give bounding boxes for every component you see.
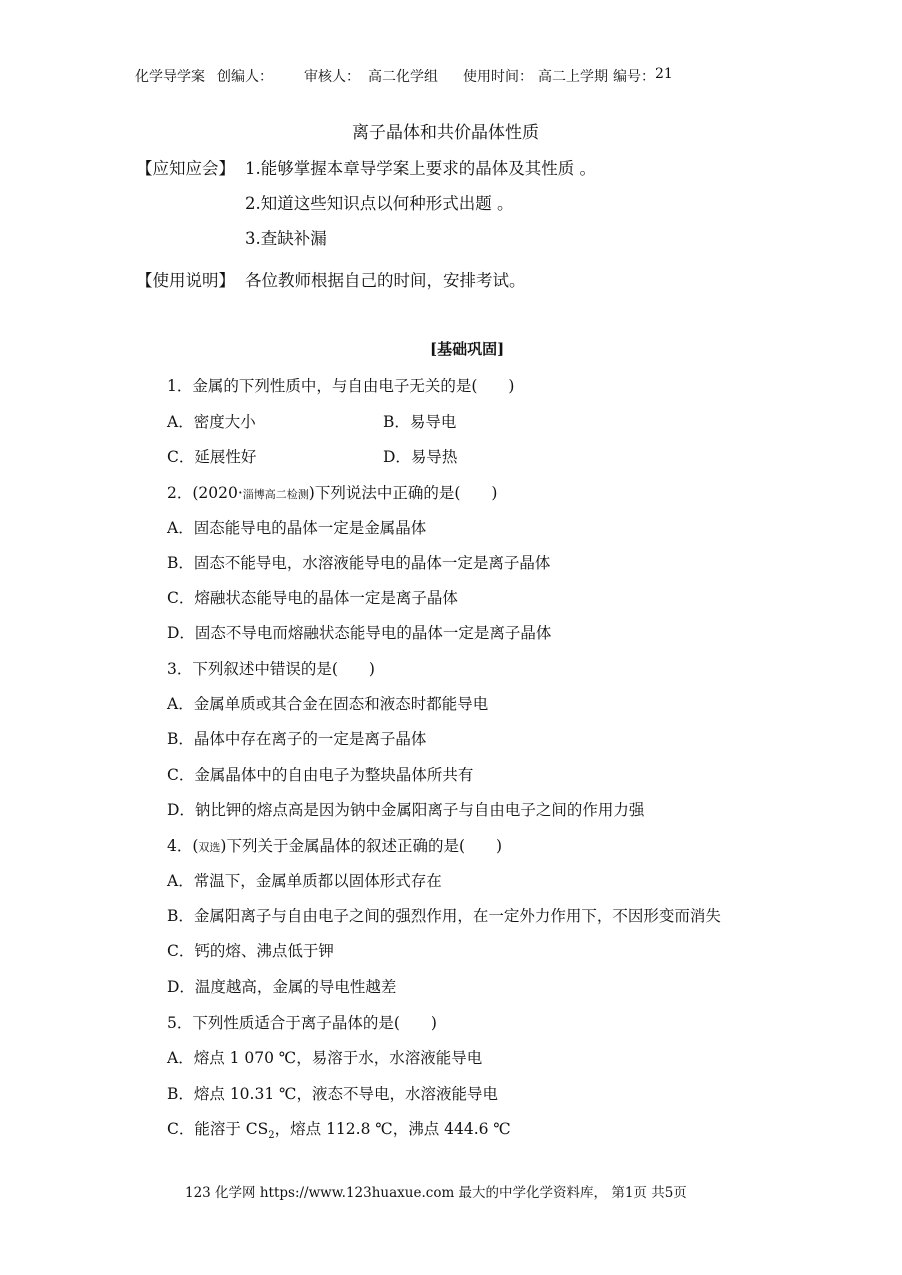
question-2-stem-suffix: )下列说法中正确的是( ) xyxy=(308,484,498,502)
question-3-option-b: B．晶体中存在离子的一定是离子晶体 xyxy=(167,730,427,748)
question-4-source: 双选 xyxy=(198,841,221,854)
question-5-option-b: B．熔点 10.31 ℃，液态不导电，水溶液能导电 xyxy=(167,1085,498,1103)
header-time-label: 使用时间： xyxy=(463,69,533,85)
page-footer: 123 化学网 https://www.123huaxue.com 最大的中学化学资料库， 第1页 共5页 xyxy=(185,1185,687,1201)
question-5-option-a: A．熔点 1 070 ℃，易溶于水，水溶液能导电 xyxy=(167,1049,483,1067)
question-4-option-c: C．钙的熔、沸点低于钾 xyxy=(167,942,334,960)
question-1-option-d: D．易导热 xyxy=(383,448,458,466)
question-5-option-c-sub: 2 xyxy=(268,1130,275,1142)
question-2-option-b: B．固态不能导电，水溶液能导电的晶体一定是离子晶体 xyxy=(167,554,551,572)
question-4-option-a: A．常温下，金属单质都以固体形式存在 xyxy=(167,872,442,890)
question-3-option-c: C．金属晶体中的自由电子为整块晶体所共有 xyxy=(167,766,474,784)
question-2-option-d: D．固态不导电而熔融状态能导电的晶体一定是离子晶体 xyxy=(167,624,552,642)
question-4-stem xyxy=(167,834,502,856)
section-title: [基础巩固] xyxy=(430,340,505,358)
header-subject: 化学导学案 xyxy=(135,69,205,85)
question-5-option-c-prefix: C．能溶于 CS xyxy=(167,1120,269,1138)
question-5-stem: 5．下列性质适合于离子晶体的是( ) xyxy=(167,1014,437,1032)
question-2-option-c: C．熔融状态能导电的晶体一定是离子晶体 xyxy=(167,589,458,607)
page-title: 离子晶体和共价晶体性质 xyxy=(352,123,539,143)
header-time: 高二上学期 xyxy=(538,69,608,85)
usage-text: 各位教师根据自己的时间，安排考试。 xyxy=(245,271,526,290)
intro-item-1: 1.能够掌握本章导学案上要求的晶体及其性质 。 xyxy=(245,159,596,178)
question-2-stem xyxy=(167,481,497,503)
question-1-option-a: A．密度大小 xyxy=(167,413,256,431)
question-1-stem: 1．金属的下列性质中，与自由电子无关的是( ) xyxy=(167,377,515,395)
usage-tag: 【使用说明】 xyxy=(136,271,235,290)
question-5-option-c xyxy=(167,1117,511,1141)
question-4-stem-suffix: )下列关于金属晶体的叙述正确的是( ) xyxy=(220,837,503,855)
yingzhi-tag: 【应知应会】 xyxy=(136,159,235,178)
header-reviewer-label: 审核人： xyxy=(304,69,360,85)
question-3-option-a: A．金属单质或其合金在固态和液态时都能导电 xyxy=(167,695,489,713)
question-2-stem-prefix: 2．(2020· xyxy=(167,484,243,502)
question-3-option-d: D．钠比钾的熔点高是因为钠中金属阳离子与自由电子之间的作用力强 xyxy=(167,801,645,819)
header-reviewer: 高二化学组 xyxy=(368,69,438,85)
question-2-option-a: A．固态能导电的晶体一定是金属晶体 xyxy=(167,519,427,537)
header-number: 21 xyxy=(655,66,673,82)
intro-item-3: 3.查缺补漏 xyxy=(245,229,327,248)
question-4-option-d: D．温度越高，金属的导电性越差 xyxy=(167,978,397,996)
question-1-option-b: B．易导电 xyxy=(383,413,457,431)
question-5-option-c-suffix: ，熔点 112.8 ℃，沸点 444.6 ℃ xyxy=(274,1120,511,1138)
question-4-option-b: B．金属阳离子与自由电子之间的强烈作用，在一定外力作用下，不因形变而消失 xyxy=(167,907,721,925)
question-4-stem-prefix: 4．( xyxy=(167,837,199,855)
intro-item-2: 2.知道这些知识点以何种形式出题 。 xyxy=(245,194,514,213)
question-3-stem: 3．下列叙述中错误的是( ) xyxy=(167,660,375,678)
question-2-source: 淄博高二检测 xyxy=(242,488,309,501)
question-1-option-c: C．延展性好 xyxy=(167,448,257,466)
header-number-label: 编号： xyxy=(613,69,655,85)
header-creator-label: 创编人： xyxy=(217,69,273,85)
